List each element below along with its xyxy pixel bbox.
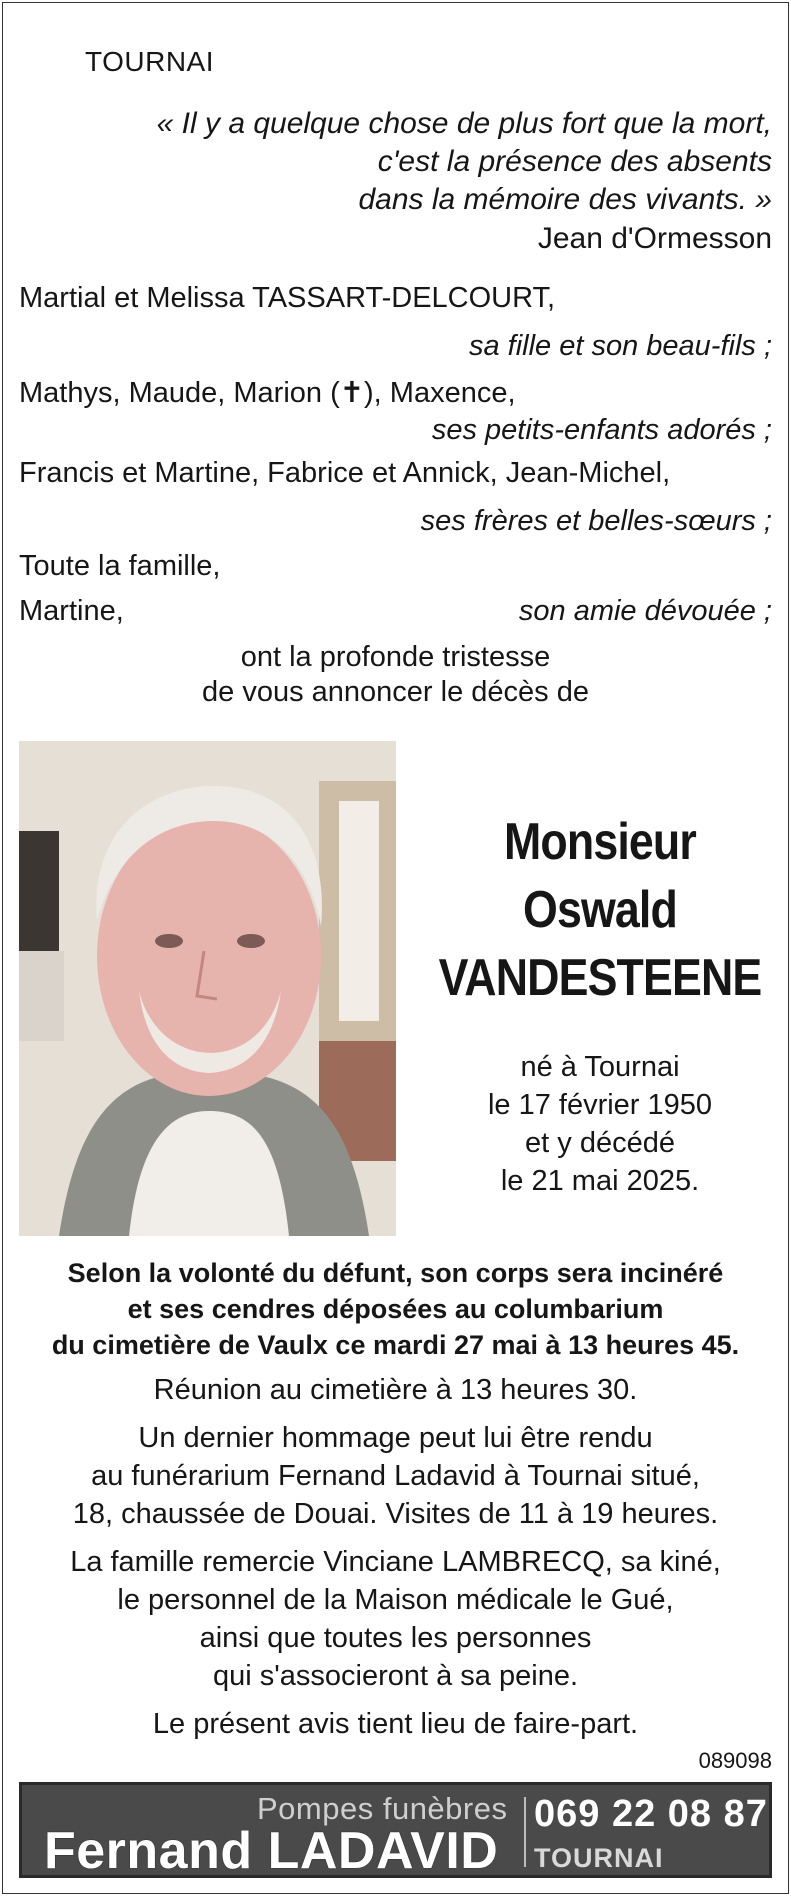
banner-subtitle: Pompes funèbres bbox=[257, 1791, 508, 1826]
thanks-line: qui s'associeront à sa peine. bbox=[212, 1660, 579, 1692]
family-line: Francis et Martine, Fabrice et Annick, Jean-Michel, bbox=[19, 457, 671, 489]
family-line: Martial et Melissa TASSART-DELCOURT, bbox=[19, 282, 556, 314]
hommage-line: au funérarium Fernand Ladavid à Tournai situé, bbox=[91, 1460, 700, 1492]
thanks-line: le personnel de la Maison médicale le Gué, bbox=[117, 1584, 674, 1616]
deceased-title: Monsieur bbox=[504, 813, 696, 871]
thanks-line: ainsi que toutes les personnes bbox=[199, 1622, 592, 1654]
banner-phone: 069 22 08 87 bbox=[534, 1793, 768, 1835]
born-place: né à Tournai bbox=[520, 1051, 680, 1083]
died-date: le 21 mai 2025. bbox=[500, 1165, 700, 1197]
deceased-first-name: Oswald bbox=[523, 881, 677, 939]
funeral-detail-line: et ses cendres déposées au columbarium bbox=[127, 1294, 664, 1324]
family-role: ses petits-enfants adorés ; bbox=[431, 414, 772, 446]
deceased-photo bbox=[19, 741, 396, 1236]
portrait-illustration bbox=[19, 741, 396, 1236]
family-role: son amie dévouée ; bbox=[518, 595, 772, 627]
notice-line: Le présent avis tient lieu de faire-part. bbox=[152, 1708, 639, 1740]
family-line: Toute la famille, bbox=[19, 550, 221, 582]
thanks-line: La famille remercie Vinciane LAMBRECQ, sa kiné, bbox=[70, 1546, 721, 1578]
announce-line: ont la profonde tristesse bbox=[240, 641, 551, 673]
quote-line: c'est la présence des absents bbox=[377, 145, 772, 178]
family-line: Martine, bbox=[19, 595, 124, 627]
banner-divider bbox=[524, 1797, 526, 1867]
meeting-info: Réunion au cimetière à 13 heures 30. bbox=[153, 1374, 638, 1406]
quote-author: Jean d'Ormesson bbox=[537, 222, 772, 255]
born-date: le 17 février 1950 bbox=[487, 1089, 713, 1121]
funeral-detail-line: du cimetière de Vaulx ce mardi 27 mai à 13 heures 45. bbox=[51, 1330, 740, 1360]
hommage-line: Un dernier hommage peut lui être rendu bbox=[138, 1422, 653, 1454]
quote-line: dans la mémoire des vivants. » bbox=[358, 183, 772, 216]
reference-code: 089098 bbox=[698, 1748, 772, 1773]
banner-town: TOURNAI bbox=[534, 1843, 664, 1873]
banner-company: Fernand LADAVID bbox=[44, 1822, 499, 1880]
funeral-detail-line: Selon la volonté du défunt, son corps sera incinéré bbox=[67, 1258, 724, 1288]
announce-line: de vous annoncer le décès de bbox=[202, 676, 589, 708]
died-place: et y décédé bbox=[525, 1127, 675, 1159]
hommage-line: 18, chaussée de Douai. Visites de 11 à 19 heures. bbox=[72, 1498, 719, 1530]
family-line: Mathys, Maude, Marion (✝), Maxence, bbox=[19, 377, 516, 409]
family-role: sa fille et son beau-fils ; bbox=[468, 330, 772, 362]
header-town: TOURNAI bbox=[85, 46, 214, 77]
family-role: ses frères et belles-sœurs ; bbox=[420, 505, 772, 537]
quote-line: « Il y a quelque chose de plus fort que la mort, bbox=[156, 107, 772, 140]
funeral-home-banner bbox=[19, 1782, 772, 1878]
deceased-last-name: VANDESTEENE bbox=[438, 949, 762, 1007]
